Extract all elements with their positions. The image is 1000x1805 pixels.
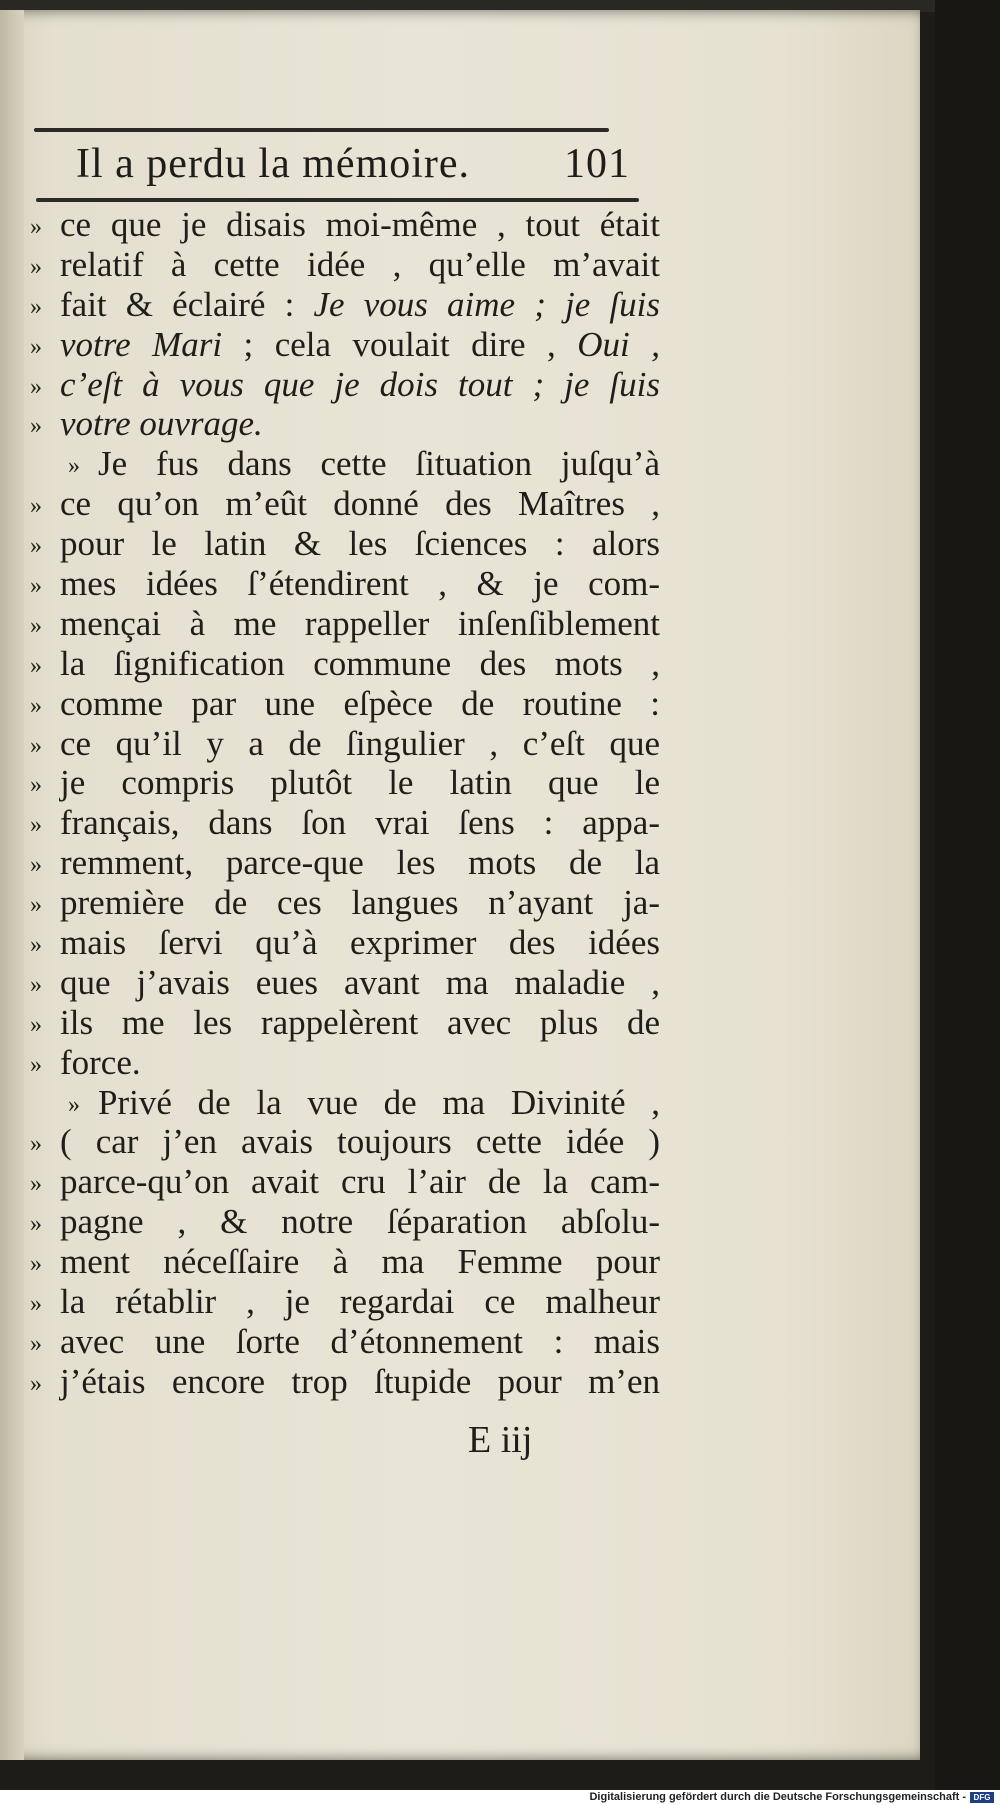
quote-mark: » (30, 1171, 42, 1198)
line-text: ce que je disais moi-même , tout était (60, 205, 660, 244)
quote-mark: » (30, 971, 42, 998)
text-line (30, 365, 660, 405)
line-text: ce qu’on m’eût donné des Maîtres , (60, 484, 660, 524)
scan-background (935, 0, 1000, 1790)
quote-mark: » (30, 892, 42, 919)
quote-mark: » (30, 612, 42, 639)
header-rule-bottom (36, 198, 639, 202)
line-italic: c’eſt à vous que je dois tout ; je ſuis (60, 364, 660, 404)
quote-mark: » (30, 1370, 42, 1397)
line-text: ; cela voulait dire , (222, 324, 578, 364)
text-line (30, 1242, 660, 1282)
line-text: ( car j’en avais toujours cette idée ) (60, 1122, 660, 1162)
quote-mark: » (30, 333, 42, 360)
text-line (30, 923, 660, 963)
quote-mark: » (30, 1131, 42, 1158)
text-line (30, 1043, 660, 1083)
line-text: mençai à me rappeller inſenſiblement (60, 603, 660, 643)
running-head (36, 136, 636, 194)
text-line (30, 963, 660, 1003)
text-line (30, 684, 660, 724)
line-text: la rétablir , je regardai ce malheur (60, 1282, 660, 1322)
text-line (30, 604, 660, 644)
text-line (30, 285, 660, 325)
line-text: Privé de la vue de ma Divinité , (98, 1082, 660, 1122)
quote-mark: » (30, 533, 42, 560)
quote-mark: » (30, 253, 42, 280)
text-line (30, 1362, 660, 1402)
text-line (30, 524, 660, 564)
signature-mark: E iij (468, 1419, 533, 1461)
footer-bar (0, 1790, 1000, 1805)
text-line (30, 205, 660, 245)
quote-mark: » (30, 1211, 42, 1238)
quote-mark: » (30, 1011, 42, 1038)
page-number: 101 (564, 141, 630, 187)
line-text: ils me les rappelèrent avec plus de (60, 1002, 660, 1042)
quote-mark: » (30, 932, 42, 959)
header-rule-top (34, 128, 609, 132)
line-text: ce qu’il y a de ſingulier , c’eſt que (60, 723, 660, 763)
body-text (30, 205, 660, 1402)
line-text: pagne , & notre ſéparation abſolu- (60, 1202, 660, 1242)
text-line (30, 1282, 660, 1322)
text-line (30, 325, 660, 365)
line-italic: votre Mari (60, 324, 223, 364)
quote-mark: » (30, 573, 42, 600)
line-text: Je fus dans cette ſituation juſqu’à (98, 444, 660, 484)
text-line (30, 564, 660, 604)
text-line (30, 1122, 660, 1162)
text-line (30, 245, 660, 285)
line-italic: votre ouvrage. (60, 404, 263, 444)
line-text: comme par une eſpèce de routine : (60, 683, 660, 723)
quote-mark: » (68, 453, 80, 480)
line-text: fait & éclairé : (60, 284, 314, 324)
dfg-logo: DFG (970, 1792, 994, 1803)
line-text: la ſignification commune des mots , (60, 643, 660, 683)
quote-mark: » (30, 493, 42, 520)
text-line (30, 1083, 660, 1123)
text-line (30, 484, 660, 524)
text-line (30, 843, 660, 883)
text-line (30, 803, 660, 843)
line-text: que j’avais eues avant ma maladie , (60, 962, 660, 1002)
quote-mark: » (30, 1051, 42, 1078)
line-text: première de ces langues n’ayant ja- (60, 883, 660, 923)
line-text: français, dans ſon vrai ſens : appa- (60, 803, 660, 843)
quote-mark: » (30, 1330, 42, 1357)
line-text: relatif à cette idée , qu’elle m’avait (60, 244, 660, 284)
quote-mark: » (30, 852, 42, 879)
quote-mark: » (68, 1091, 80, 1118)
quote-mark: » (30, 1291, 42, 1318)
text-line (30, 724, 660, 764)
quote-mark: » (30, 214, 42, 240)
text-line (30, 883, 660, 923)
line-text: parce-qu’on avait cru l’air de la cam- (60, 1162, 660, 1202)
quote-mark: » (30, 413, 42, 440)
line-text: avec une ſorte d’étonnement : mais (60, 1321, 660, 1361)
quote-mark: » (30, 732, 42, 759)
text-line (30, 404, 660, 444)
line-text: mais ſervi qu’à exprimer des idées (60, 923, 660, 963)
quote-mark: » (30, 692, 42, 719)
text-line (30, 644, 660, 684)
text-line (30, 444, 660, 484)
line-text: je compris plutôt le latin que le (60, 763, 660, 803)
line-text: pour le latin & les ſciences : alors (60, 524, 660, 564)
text-line (30, 1322, 660, 1362)
line-italic: Je vous aime ; je ſuis (313, 284, 660, 324)
line-text: remment, parce-que les mots de la (60, 843, 660, 883)
footer-credit: Digitalisierung gefördert durch die Deutsche Forschungsgemeinschaft - (589, 1791, 966, 1803)
line-text: ment néceſſaire à ma Femme pour (60, 1242, 660, 1282)
quote-mark: » (30, 1251, 42, 1278)
line-text: j’étais encore trop ſtupide pour m’en (60, 1361, 660, 1401)
text-line (30, 1202, 660, 1242)
quote-mark: » (30, 293, 42, 320)
quote-mark: » (30, 812, 42, 839)
quote-mark: » (30, 772, 42, 799)
quote-mark: » (30, 373, 42, 400)
line-italic: Oui , (577, 324, 660, 364)
quote-mark: » (30, 652, 42, 679)
text-line (30, 1162, 660, 1202)
line-text: mes idées ſ’étendirent , & je com- (60, 564, 660, 604)
text-line (30, 1003, 660, 1043)
text-line (30, 763, 660, 803)
page-gutter (0, 10, 24, 1760)
line-text: force. (60, 1042, 141, 1082)
running-title: Il a perdu la mémoire. (76, 141, 471, 187)
